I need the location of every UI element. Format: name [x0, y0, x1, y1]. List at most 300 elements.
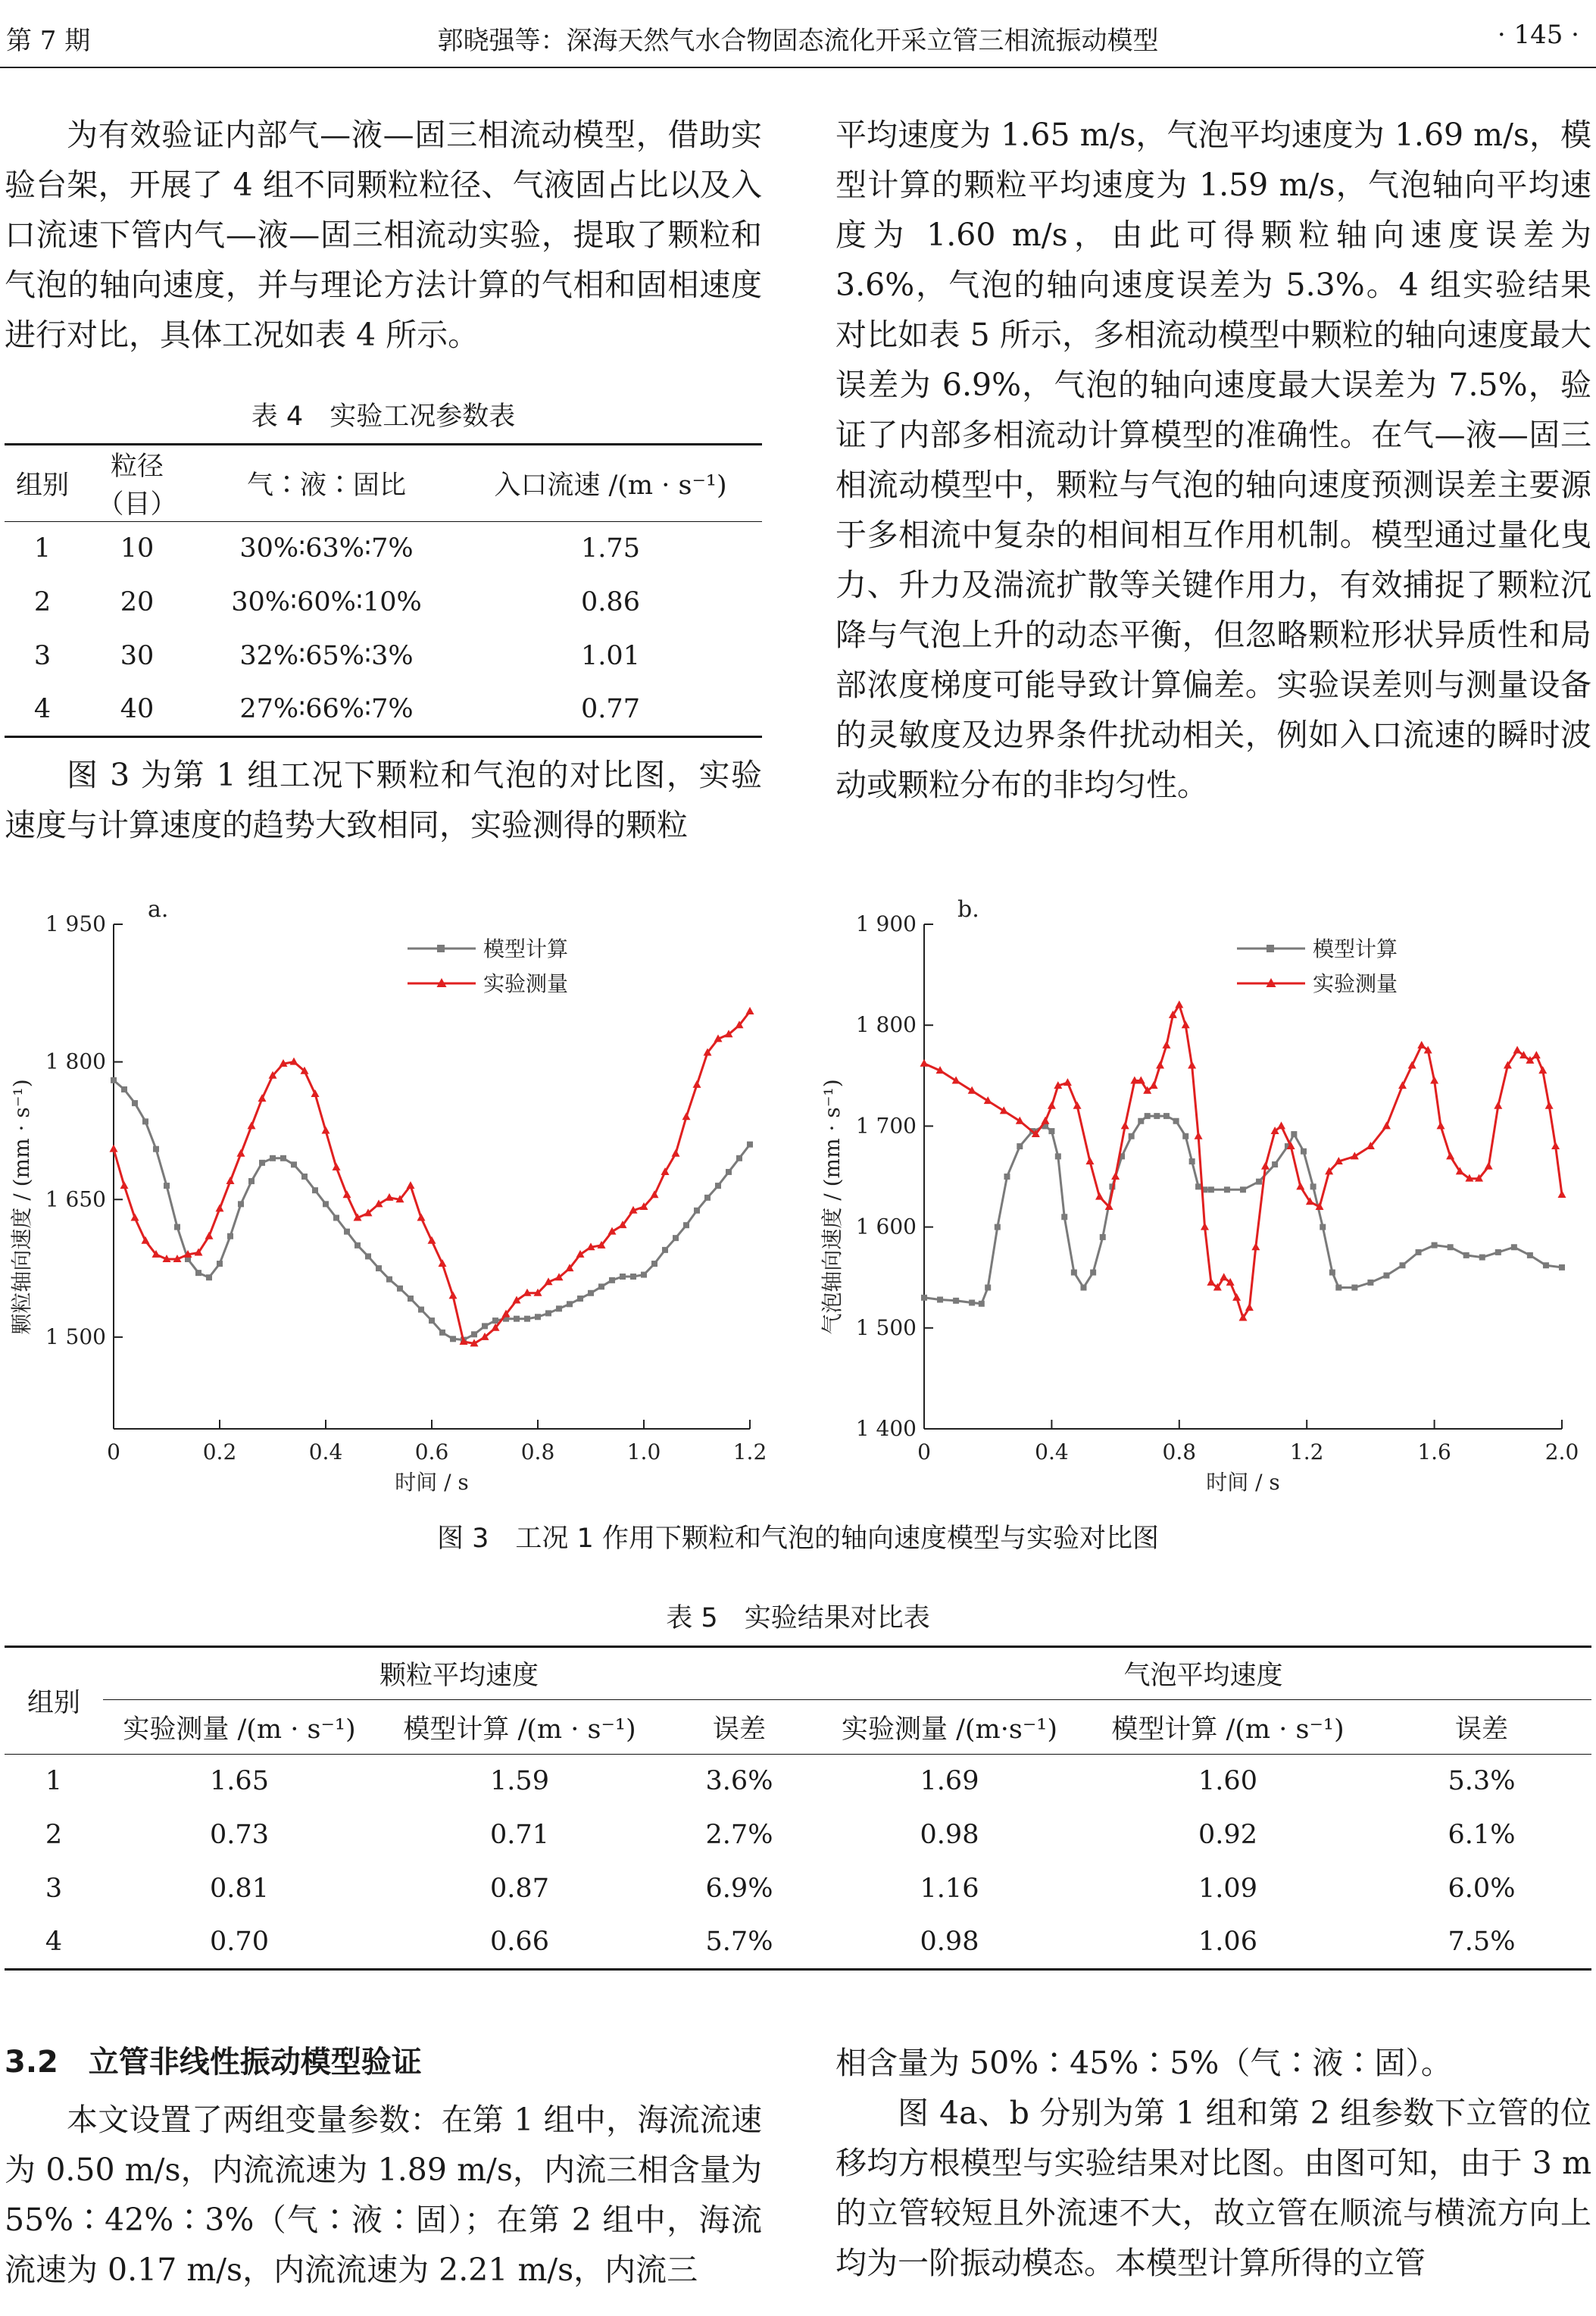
data-point [111, 1077, 117, 1083]
data-point [1201, 1223, 1209, 1230]
data-point [1463, 1252, 1470, 1258]
data-point [693, 1080, 701, 1088]
data-point [1261, 1162, 1270, 1170]
data-point [1511, 1244, 1517, 1250]
table-cell: 6.9% [705, 1874, 773, 1904]
x-tick-label: 0.6 [414, 1439, 449, 1464]
y-tick-label: 1 500 [45, 1324, 106, 1349]
table-cell: 0.87 [490, 1874, 549, 1904]
data-point [1417, 1041, 1426, 1049]
data-point [450, 1336, 456, 1342]
data-point [651, 1190, 659, 1198]
data-point [1175, 1001, 1183, 1008]
legend-label: 实验测量 [1313, 971, 1398, 996]
table-cell: 2.7% [705, 1820, 773, 1850]
data-point [1416, 1249, 1422, 1255]
table-row [5, 683, 762, 737]
table4 [5, 443, 762, 738]
right-column [835, 110, 1591, 810]
data-point [237, 1149, 245, 1157]
paragraph: 图 4a、b 分别为第 1 组和第 2 组参数下立管的位移均方根模型与实验结果对比图。由图可知，由于 3 m 的立管较短且外流速不大，故立管在顺流与横流方向上均为一阶振动模态。本模型计算所得的立管 [835, 2095, 1591, 2281]
data-point [120, 1181, 129, 1189]
data-point [1320, 1224, 1326, 1230]
table-cell: 0.92 [1198, 1820, 1257, 1850]
data-point [620, 1274, 626, 1280]
data-point [131, 1213, 139, 1221]
data-point [1163, 1113, 1170, 1119]
data-point [1004, 1174, 1010, 1180]
data-point [746, 1007, 754, 1014]
data-point [1081, 1285, 1087, 1291]
y-tick-label: 1 500 [855, 1314, 917, 1340]
data-point [1446, 1152, 1454, 1159]
data-point [1485, 1162, 1493, 1170]
data-point [1189, 1158, 1195, 1164]
table-cell: 4 [33, 694, 52, 725]
x-tick-label: 0.4 [1035, 1439, 1069, 1464]
y-tick-label: 1 700 [855, 1113, 917, 1139]
data-point [921, 1295, 927, 1301]
data-point [428, 1236, 436, 1244]
table-header: 组别 [27, 1688, 80, 1718]
data-point [1173, 1118, 1179, 1124]
data-point [1367, 1280, 1373, 1286]
legend-marker [1266, 945, 1274, 952]
data-point [492, 1317, 498, 1324]
data-point [969, 1300, 975, 1306]
x-tick-label: 1.2 [732, 1439, 767, 1464]
data-point [195, 1270, 201, 1276]
data-point [1437, 1121, 1445, 1129]
data-point [1543, 1262, 1549, 1268]
data-point [641, 1272, 647, 1278]
data-point [1224, 1186, 1230, 1192]
paragraph: 为有效验证内部气—液—固三相流动模型，借助实验台架，开展了 4 组不同颗粒粒径、气液固占比以及入口流速下管内气—液—固三相流动实验，提取了颗粒和气泡的轴向速度，并与理论方法计算的气相和固相速度进行对比，具体工况如表 4 所示。 [5, 117, 762, 353]
y-tick-label: 1 650 [45, 1186, 106, 1212]
legend-marker [437, 945, 445, 952]
data-point [1232, 1293, 1241, 1301]
data-point [1277, 1121, 1285, 1129]
table4-caption: 表 4 实验工况参数表 [251, 402, 516, 432]
data-point [715, 1183, 721, 1189]
y-tick-label: 1 800 [855, 1012, 917, 1038]
table-cell: 4 [45, 1927, 63, 1958]
data-point [323, 1201, 329, 1207]
data-point [1527, 1252, 1533, 1258]
data-point [132, 1100, 138, 1106]
table-cell: 10 [120, 533, 155, 564]
data-point [322, 1126, 330, 1133]
data-point [694, 1208, 700, 1214]
table-header: 误差 [1454, 1714, 1508, 1745]
table5 [5, 1646, 1591, 1971]
x-tick-label: 1.2 [1289, 1439, 1324, 1464]
data-point [1291, 1131, 1297, 1137]
data-point [365, 1253, 371, 1259]
data-point [449, 1291, 458, 1299]
left-column-top [5, 110, 762, 360]
y-tick-label: 1 950 [45, 911, 106, 936]
data-point [1301, 1149, 1307, 1155]
table-cell: 6.1% [1448, 1820, 1516, 1850]
data-point [386, 1193, 394, 1201]
legend-label: 实验测量 [483, 971, 569, 996]
data-point [535, 1314, 541, 1320]
data-point [270, 1155, 276, 1161]
table-cell: 5.3% [1448, 1766, 1516, 1797]
chart-panel-b [820, 896, 1579, 1495]
table-header: 误差 [712, 1714, 766, 1745]
table-header: 组别 [15, 470, 69, 501]
running-title: 郭晓强等：深海天然气水合物固态流化开采立管三相流振动模型 [437, 26, 1159, 56]
series-line [924, 1005, 1562, 1318]
x-axis-label: 时间 / s [1206, 1470, 1280, 1495]
y-axis-label: 颗粒轴向速度 / (mm · s⁻¹) [9, 1079, 34, 1335]
data-point [704, 1195, 711, 1201]
issue-number: 第 7 期 [6, 26, 91, 56]
table-row [5, 630, 762, 683]
series-line [114, 1011, 750, 1343]
table-cell: 0.98 [920, 1820, 979, 1850]
table-cell: 3 [33, 641, 52, 671]
table-cell: 0.86 [581, 587, 640, 617]
data-point [248, 1121, 256, 1129]
data-point [673, 1235, 679, 1241]
table-row [5, 1916, 1591, 1970]
table-cell: 2 [45, 1820, 63, 1850]
data-point [164, 1183, 170, 1189]
table-row [5, 1755, 1591, 1808]
data-point [376, 1265, 382, 1271]
table-header: 模型计算 /(m · s⁻¹) [403, 1714, 636, 1745]
table-cell: 40 [120, 694, 155, 725]
data-point [1296, 1182, 1304, 1189]
x-tick-label: 0.8 [1162, 1439, 1197, 1464]
data-point [1085, 1157, 1094, 1164]
y-axis-label: 气泡轴向速度 / (mm · s⁻¹) [820, 1079, 845, 1335]
table-cell: 1.06 [1198, 1927, 1257, 1958]
table-cell: 0.70 [210, 1927, 269, 1958]
legend-label: 模型计算 [1313, 936, 1398, 961]
data-point [1208, 1186, 1214, 1192]
table-cell: 30%∶63%∶7% [239, 533, 414, 564]
data-point [227, 1233, 233, 1239]
table-cell: 20 [120, 587, 155, 617]
table-cell: 1.60 [1198, 1766, 1257, 1797]
data-point [248, 1178, 255, 1184]
data-point [545, 1310, 551, 1316]
data-point [1448, 1244, 1454, 1250]
section-right-text [835, 2038, 1591, 2288]
table-cell: 0.71 [490, 1820, 549, 1850]
data-point [651, 1261, 657, 1267]
data-point [1408, 1061, 1416, 1068]
data-point [216, 1204, 224, 1211]
table-cell: 1.69 [920, 1766, 979, 1797]
data-point [937, 1297, 943, 1303]
section-left-text [5, 2095, 762, 2295]
data-point [1310, 1183, 1316, 1189]
table-cell: 27%∶66%∶7% [239, 694, 414, 725]
data-point [1272, 1161, 1278, 1167]
data-point [1061, 1214, 1067, 1220]
data-point [290, 1058, 298, 1065]
data-point [312, 1187, 318, 1193]
data-point [1100, 1234, 1106, 1240]
data-point [1545, 1102, 1554, 1109]
x-axis-label: 时间 / s [395, 1470, 469, 1495]
data-point [953, 1298, 959, 1304]
page-number: · 145 · [1497, 20, 1579, 50]
x-tick-label: 0.4 [308, 1439, 343, 1464]
section-number: 3.2 [5, 2045, 58, 2080]
data-point [1245, 1303, 1254, 1311]
x-tick-label: 1.0 [626, 1439, 661, 1464]
data-point [736, 1155, 742, 1161]
table-cell: 1.65 [210, 1766, 269, 1797]
data-point [567, 1301, 573, 1307]
data-point [1251, 1242, 1260, 1250]
data-point [343, 1190, 351, 1198]
data-point [1095, 1192, 1104, 1200]
data-point [1145, 1113, 1151, 1119]
data-point [1430, 1076, 1438, 1083]
data-point [386, 1277, 392, 1283]
table-cell: 6.0% [1448, 1874, 1516, 1904]
table-cell: 1 [33, 533, 52, 564]
table5-caption: 表 5 实验结果对比表 [666, 1603, 930, 1633]
table-header: 气泡平均速度 [815, 1647, 1591, 1700]
data-point [153, 1146, 159, 1152]
data-point [995, 1224, 1001, 1230]
table-header: 实验测量 /(m·s⁻¹) [841, 1714, 1057, 1745]
data-point [726, 1169, 732, 1175]
data-point [429, 1317, 435, 1324]
data-point [1154, 1113, 1160, 1119]
data-point [1048, 1128, 1054, 1134]
table-cell: 5.7% [705, 1927, 773, 1958]
section-title: 立管非线性振动模型验证 [88, 2045, 422, 2080]
table-row [5, 576, 762, 630]
data-point [1400, 1262, 1406, 1268]
data-point [1207, 1278, 1215, 1286]
data-point [514, 1316, 520, 1322]
data-point [1494, 1102, 1502, 1109]
data-point [1071, 1270, 1077, 1276]
data-point [1048, 1102, 1056, 1109]
data-point [439, 1259, 447, 1267]
data-point [588, 1290, 594, 1296]
data-point [311, 1089, 320, 1097]
data-point [1479, 1255, 1485, 1261]
data-point [408, 1296, 414, 1302]
data-point [1063, 1078, 1072, 1086]
data-point [630, 1274, 636, 1280]
data-point [1188, 1061, 1196, 1068]
data-point [524, 1316, 530, 1322]
table-cell: 0.73 [210, 1820, 269, 1850]
data-point [333, 1163, 341, 1171]
paragraph: 相含量为 50%∶45%∶5%（气∶液∶固）。 [835, 2045, 1452, 2081]
data-point [682, 1112, 691, 1120]
legend-label: 模型计算 [483, 936, 569, 961]
data-point [1055, 1153, 1061, 1159]
x-tick-label: 1.6 [1417, 1439, 1451, 1464]
data-point [1111, 1172, 1120, 1180]
data-point [556, 1305, 562, 1311]
data-point [1335, 1285, 1341, 1291]
data-point [1195, 1132, 1203, 1139]
table-cell: 32%∶65%∶3% [239, 641, 414, 671]
data-point [979, 1301, 985, 1307]
data-point [259, 1160, 265, 1166]
y-tick-label: 1 600 [855, 1214, 917, 1239]
panel-label: a. [148, 896, 169, 923]
data-point [1182, 1133, 1188, 1139]
data-point [174, 1224, 180, 1230]
series-line [114, 1080, 750, 1340]
panel-label: b. [957, 896, 979, 923]
figure3 [0, 886, 1596, 1553]
data-point [418, 1307, 424, 1313]
data-point [1432, 1242, 1438, 1249]
section-heading [5, 2038, 422, 2081]
table-cell: 1 [45, 1766, 63, 1797]
data-point [1513, 1046, 1522, 1054]
x-tick-label: 0.8 [520, 1439, 555, 1464]
x-tick-label: 2.0 [1544, 1439, 1579, 1464]
data-point [291, 1161, 297, 1167]
data-point [1383, 1273, 1389, 1279]
data-point [142, 1236, 150, 1244]
data-point [439, 1330, 445, 1336]
data-point [1538, 1066, 1547, 1074]
data-point [1382, 1121, 1391, 1129]
x-tick-label: 0.2 [202, 1439, 237, 1464]
data-point [577, 1296, 583, 1302]
y-tick-label: 1 400 [855, 1416, 917, 1441]
y-tick-label: 1 800 [45, 1049, 106, 1074]
data-point [1220, 1273, 1228, 1280]
chart-panel-a [9, 896, 767, 1495]
data-point [1240, 1186, 1246, 1192]
data-point [1073, 1102, 1082, 1109]
data-point [1017, 1143, 1023, 1149]
table-row [5, 1862, 1591, 1916]
data-point [344, 1229, 350, 1235]
data-point [280, 1155, 286, 1161]
data-point [217, 1261, 223, 1267]
data-point [683, 1222, 689, 1228]
data-point [417, 1213, 426, 1221]
data-point [1559, 1264, 1565, 1271]
data-point [1398, 1081, 1407, 1089]
data-point [1558, 1190, 1566, 1198]
data-point [672, 1149, 680, 1157]
paragraph: 本文设置了两组变量参数：在第 1 组中，海流流速为 0.50 m/s，内流流速为 1.89 m/s，内流三相含量为 55%∶42%∶3%（气∶液∶固）；在第 2 组中，海流流速为 0.17 m/s，内流流速为 2.21 m/s，内流三 [5, 2102, 762, 2288]
table-cell: 3.6% [705, 1766, 773, 1797]
data-point [1150, 1081, 1158, 1089]
table-cell: 2 [33, 587, 52, 617]
data-point [482, 1323, 488, 1329]
table-cell: 1.09 [1198, 1874, 1257, 1904]
data-point [662, 1247, 668, 1253]
data-point [920, 1059, 929, 1067]
table-header: 粒径（目） [97, 452, 177, 520]
data-point [301, 1174, 308, 1180]
data-point [238, 1201, 244, 1207]
table-cell: 7.5% [1448, 1927, 1516, 1958]
x-tick-label: 0 [107, 1439, 120, 1464]
data-point [1138, 1118, 1144, 1124]
table-cell: 0.81 [210, 1874, 269, 1904]
data-point [471, 1331, 477, 1337]
paragraph: 平均速度为 1.65 m/s，气泡平均速度为 1.69 m/s，模型计算的颗粒平均速度为 1.59 m/s，气泡轴向平均速度为 1.60 m/s，由此可得颗粒轴向速度误差为 3.6%，气泡的轴向速度误差为 5.3%。4 组实验结果对比如表 5 所示，多相流动模型中颗粒的轴向速度最大误差为 6.9%，气泡的轴向速度最大误差为 7.5%，验证了内部多相流动计算模型的准确性。在气—液—固三相流动模型中，颗粒与气泡的轴向速度预测误差主要源于多相流中复杂的相间相互作用机制。模型通过量化曳力、升力及湍流扩散等关键作用力，有效捕捉了颗粒沉降与气泡上升的动态平衡，但忽略颗粒形状异质性和局部浓度梯度可能导致计算偏差。实验误差则与测量设备的灵敏度及边界条件扰动相关，例如入口流速的瞬时波动或颗粒分布的非均匀性。 [835, 117, 1591, 803]
table-header: 入口流速 /(m · s⁻¹) [494, 470, 727, 501]
table-row [5, 1808, 1591, 1862]
data-point [121, 1086, 127, 1092]
data-point [407, 1181, 415, 1189]
data-point [258, 1094, 267, 1102]
data-point [598, 1283, 604, 1289]
data-point [1129, 1133, 1135, 1139]
data-point [226, 1177, 235, 1184]
table-cell: 1.75 [581, 533, 640, 564]
paragraph: 图 3 为第 1 组工况下颗粒和气泡的对比图，实验速度与计算速度的趋势大致相同，实验测得的颗粒 [5, 757, 762, 843]
data-point [397, 1286, 403, 1292]
data-point [205, 1232, 214, 1239]
data-point [142, 1118, 148, 1124]
table-cell: 1.59 [490, 1766, 549, 1797]
table-header: 实验测量 /(m · s⁻¹) [123, 1714, 356, 1745]
data-point [1495, 1249, 1501, 1255]
data-point [1041, 1117, 1049, 1124]
table-cell: 30 [120, 641, 155, 671]
data-point [206, 1274, 212, 1280]
left-column-bottom [5, 750, 762, 850]
data-point [333, 1214, 339, 1221]
data-point [609, 1277, 615, 1283]
table-cell: 3 [45, 1874, 63, 1904]
data-point [1182, 1020, 1190, 1028]
data-point [1329, 1270, 1335, 1276]
table-cell: 0.98 [920, 1927, 979, 1958]
table-header: 气∶液∶固比 [246, 470, 406, 501]
data-point [1121, 1121, 1129, 1129]
table-header: 颗粒平均速度 [103, 1647, 815, 1700]
data-point [747, 1142, 753, 1148]
table-cell: 1.01 [581, 641, 640, 671]
table-header: 模型计算 /(m · s⁻¹) [1111, 1714, 1345, 1745]
data-point [1551, 1142, 1560, 1149]
data-point [1195, 1183, 1201, 1189]
data-point [1351, 1285, 1357, 1291]
data-point [1156, 1061, 1164, 1068]
table-cell: 0.77 [581, 694, 640, 725]
data-point [985, 1285, 991, 1291]
data-point [1532, 1051, 1541, 1058]
table-row [5, 522, 762, 576]
table-cell: 1.16 [920, 1874, 979, 1904]
table-cell: 0.66 [490, 1927, 549, 1958]
data-point [1162, 1041, 1170, 1049]
figure3-caption: 图 3 工况 1 作用下颗粒和气泡的轴向速度模型与实验对比图 [437, 1524, 1159, 1554]
data-point [1256, 1179, 1262, 1185]
y-tick-label: 1 900 [855, 911, 917, 936]
data-point [110, 1145, 118, 1152]
x-tick-label: 0 [917, 1439, 931, 1464]
data-point [1090, 1270, 1096, 1276]
